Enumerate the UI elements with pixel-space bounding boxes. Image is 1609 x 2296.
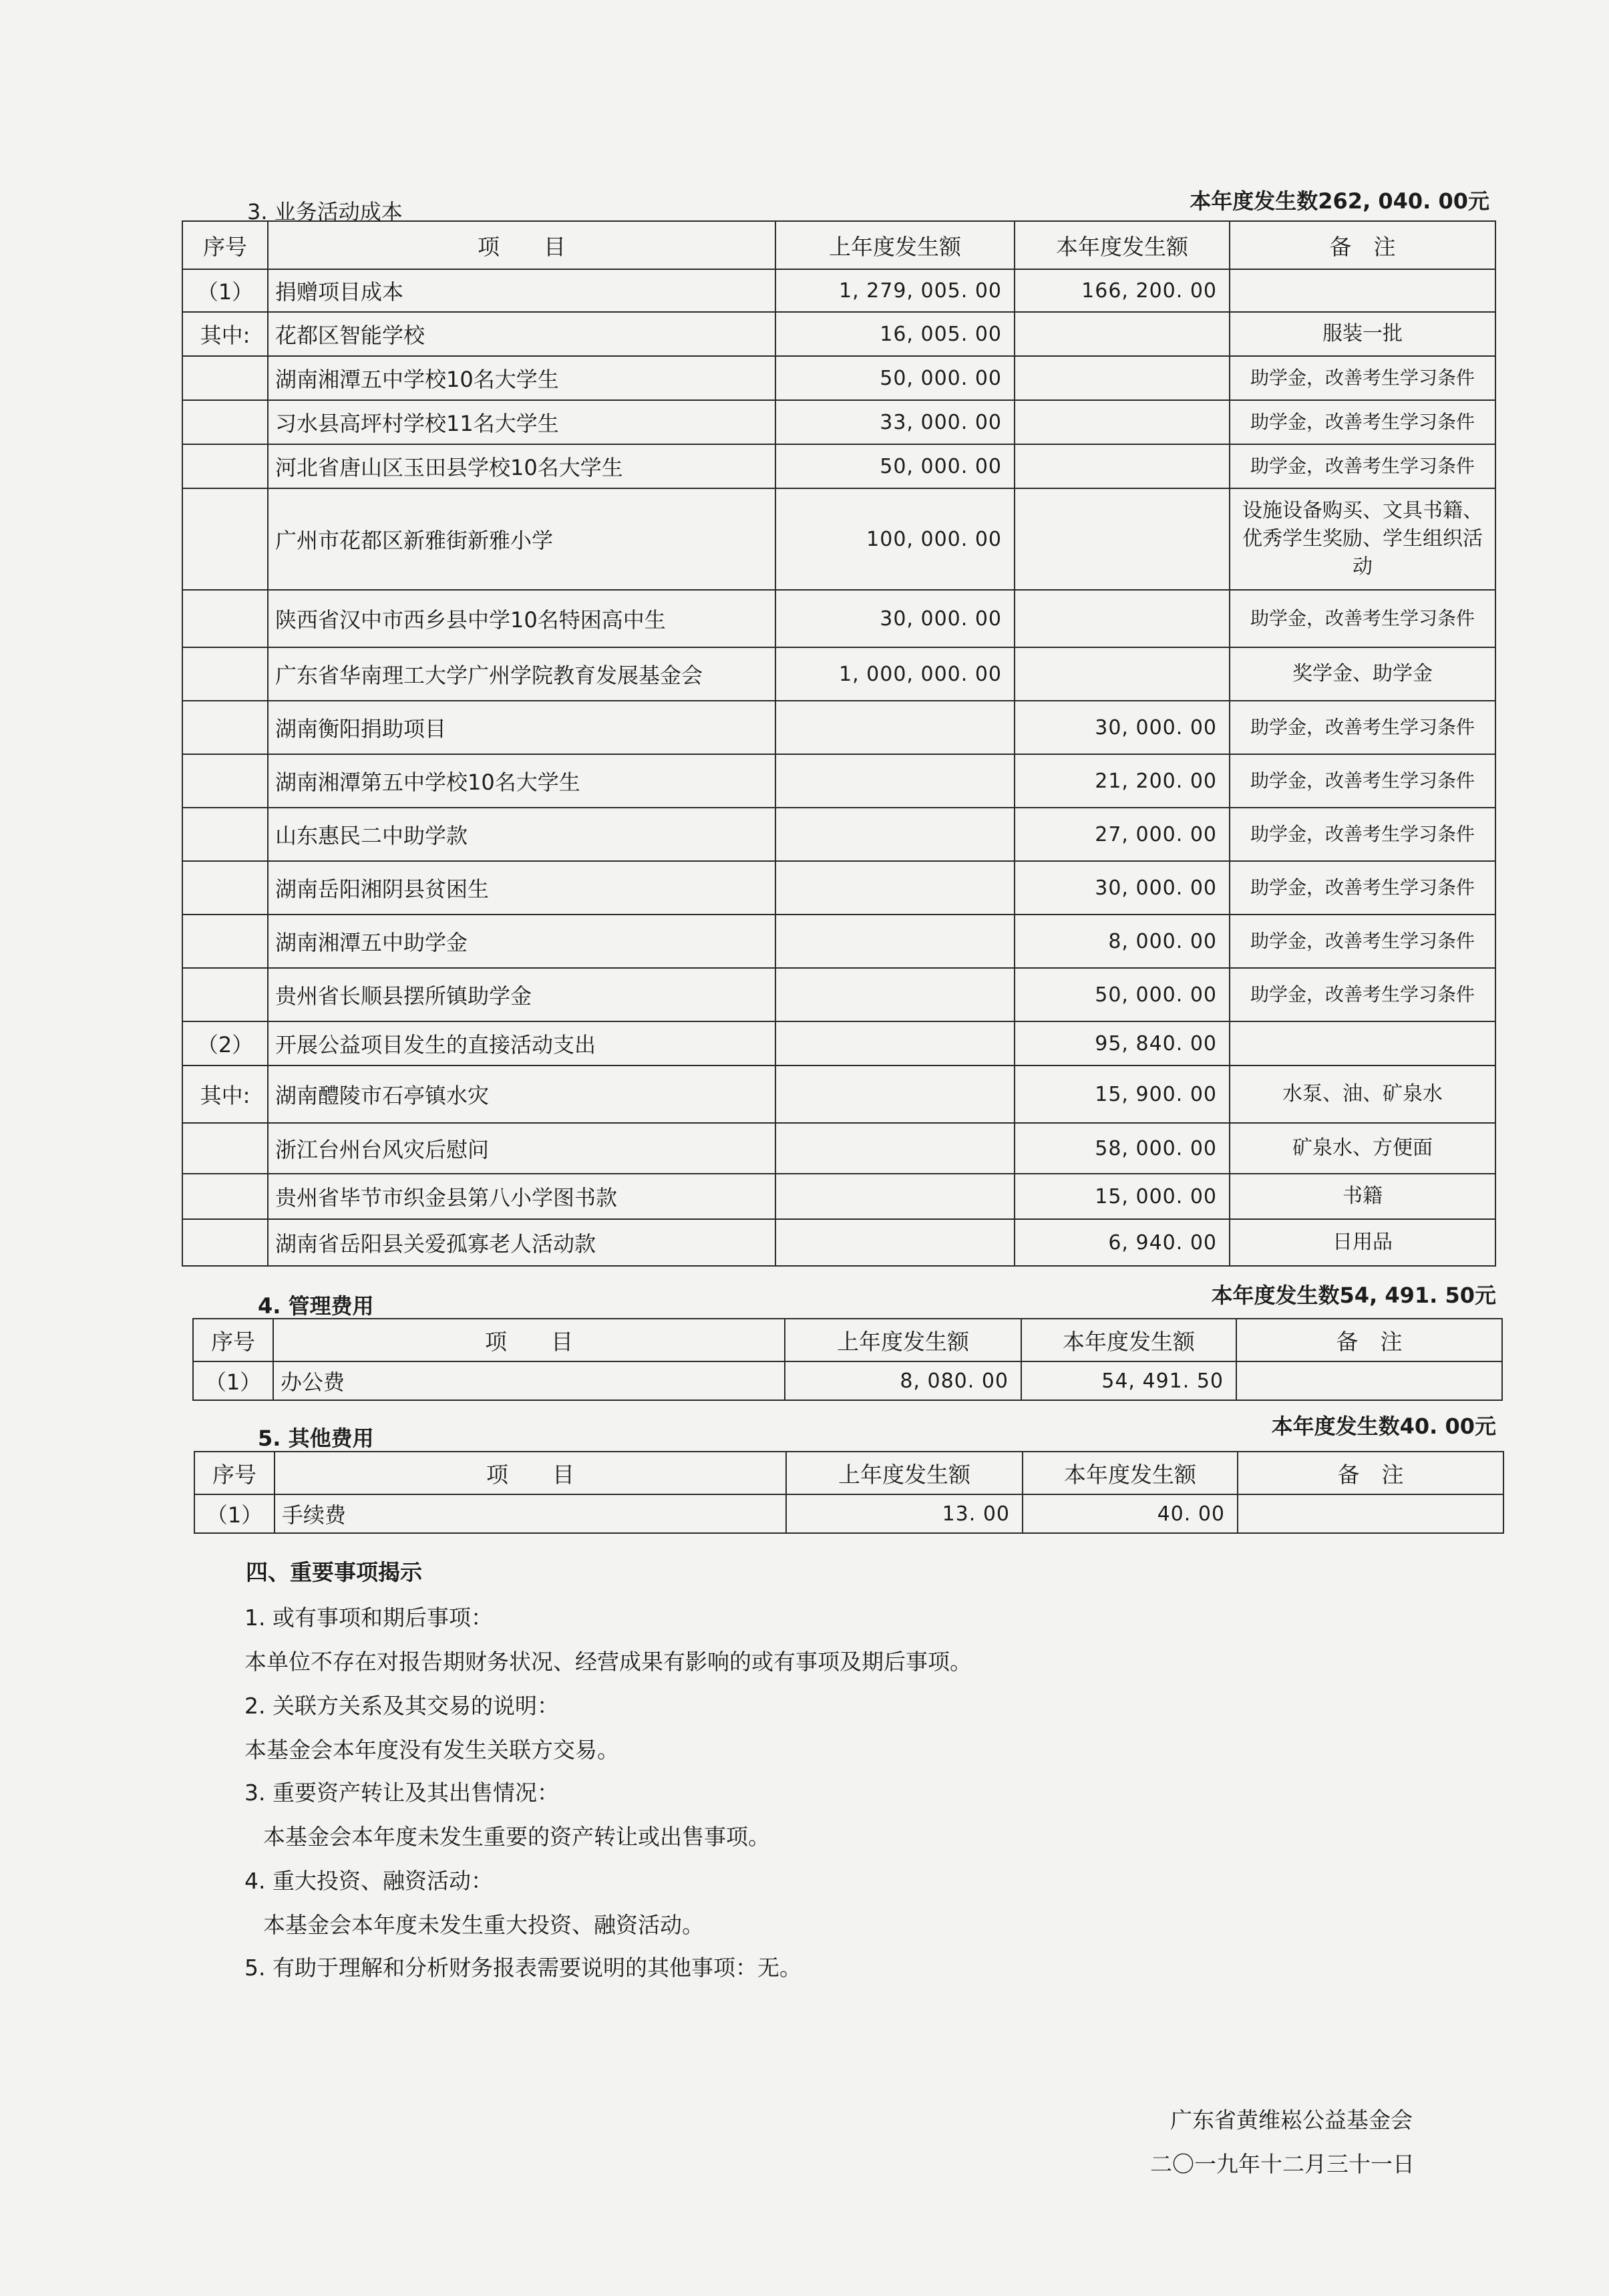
header-prev: 上年度发生额 [775,221,1015,269]
row-prev: 100, 000. 00 [775,488,1015,590]
table-row [182,1219,1495,1266]
row-prev: 50, 000. 00 [775,444,1015,488]
table-header-row [194,1452,1503,1494]
row-curr: 95, 840. 00 [1015,1021,1230,1065]
row-note: 矿泉水、方便面 [1230,1123,1495,1174]
table-row [182,861,1495,915]
row-prev [775,754,1015,808]
row-note: 助学金，改善考生学习条件 [1230,808,1495,861]
row-note: 助学金，改善考生学习条件 [1230,444,1495,488]
row-seq: （1） [193,1361,273,1400]
row-prev: 1, 279, 005. 00 [775,269,1015,312]
section4-title: 4. 管理费用 [258,1293,374,1319]
row-note: 水泵、油、矿泉水 [1230,1065,1495,1123]
row-item: 习水县高坪村学校11名大学生 [268,400,775,444]
matter-title-1: 1. 或有事项和期后事项： [244,1605,493,1631]
row-curr: 27, 000. 00 [1015,808,1230,861]
management-cost-table [192,1318,1503,1401]
row-seq: （2） [182,1021,268,1065]
row-note: 助学金，改善考生学习条件 [1230,701,1495,754]
row-item: 捐赠项目成本 [268,269,775,312]
row-item: 广东省华南理工大学广州学院教育发展基金会 [268,647,775,701]
row-curr: 8, 000. 00 [1015,915,1230,968]
row-seq [182,808,268,861]
table-row [182,1123,1495,1174]
row-item: 广州市花都区新雅街新雅小学 [268,488,775,590]
row-seq [182,400,268,444]
row-item: 河北省唐山区玉田县学校10名大学生 [268,444,775,488]
row-curr [1015,444,1230,488]
row-curr: 6, 940. 00 [1015,1219,1230,1266]
row-note [1230,1021,1495,1065]
row-note: 书籍 [1230,1174,1495,1219]
row-note: 助学金，改善考生学习条件 [1230,754,1495,808]
header-prev: 上年度发生额 [786,1452,1023,1494]
matter-text-1: 本单位不存在对报告期财务状况、经营成果有影响的或有事项及期后事项。 [244,1649,972,1675]
table-row [182,356,1495,400]
row-prev: 33, 000. 00 [775,400,1015,444]
row-seq: 其中: [182,312,268,356]
row-prev [775,861,1015,915]
row-note: 设施设备购买、文具书籍、优秀学生奖励、学生组织活动 [1230,488,1495,590]
header-curr: 本年度发生额 [1015,221,1230,269]
table-row [182,647,1495,701]
row-seq [182,1123,268,1174]
row-curr [1015,647,1230,701]
row-note: 助学金，改善考生学习条件 [1230,356,1495,400]
header-note: 备 注 [1230,221,1495,269]
row-prev: 30, 000. 00 [775,590,1015,647]
row-curr: 30, 000. 00 [1015,861,1230,915]
row-prev [775,701,1015,754]
row-curr: 50, 000. 00 [1015,968,1230,1021]
row-item: 贵州省长顺县摆所镇助学金 [268,968,775,1021]
table-row [182,400,1495,444]
row-seq: （1） [182,269,268,312]
row-prev [775,915,1015,968]
row-note: 日用品 [1230,1219,1495,1266]
row-curr: 166, 200. 00 [1015,269,1230,312]
table-row [182,808,1495,861]
row-curr: 54, 491. 50 [1021,1361,1236,1400]
row-prev: 13. 00 [786,1494,1023,1533]
row-item: 办公费 [273,1361,785,1400]
section4-total: 本年度发生数54, 491. 50元 [1211,1283,1496,1308]
row-seq [182,754,268,808]
row-seq: （1） [194,1494,275,1533]
row-curr [1015,400,1230,444]
row-item: 湖南岳阳湘阴县贫困生 [268,861,775,915]
table-row [182,968,1495,1021]
row-seq [182,1219,268,1266]
row-note: 服装一批 [1230,312,1495,356]
row-item: 湖南湘潭五中学校10名大学生 [268,356,775,400]
row-item: 花都区智能学校 [268,312,775,356]
matter-title-4: 4. 重大投资、融资活动： [244,1868,493,1894]
row-note: 助学金，改善考生学习条件 [1230,590,1495,647]
matter-title-2: 2. 关联方关系及其交易的说明： [244,1693,559,1719]
row-curr: 30, 000. 00 [1015,701,1230,754]
table-row [193,1361,1502,1400]
row-curr [1015,488,1230,590]
row-curr: 21, 200. 00 [1015,754,1230,808]
row-item: 山东惠民二中助学款 [268,808,775,861]
row-prev: 1, 000, 000. 00 [775,647,1015,701]
header-item: 项 目 [275,1452,786,1494]
row-item: 开展公益项目发生的直接活动支出 [268,1021,775,1065]
table-row [182,754,1495,808]
row-seq: 其中: [182,1065,268,1123]
row-prev [775,968,1015,1021]
section3-title: 3. 业务活动成本 [247,199,403,224]
table-header-row [182,221,1495,269]
row-seq [182,1174,268,1219]
table-row [182,915,1495,968]
row-note: 奖学金、助学金 [1230,647,1495,701]
row-curr: 15, 900. 00 [1015,1065,1230,1123]
row-curr: 58, 000. 00 [1015,1123,1230,1174]
table-row [182,1174,1495,1219]
table-row [182,312,1495,356]
business-cost-table [182,220,1496,1267]
header-curr: 本年度发生额 [1021,1319,1236,1361]
row-item: 陕西省汉中市西乡县中学10名特困高中生 [268,590,775,647]
row-prev: 16, 005. 00 [775,312,1015,356]
row-note [1230,269,1495,312]
row-note [1236,1361,1502,1400]
matter-text-4: 本基金会本年度未发生重大投资、融资活动。 [263,1912,704,1938]
table-header-row [193,1319,1502,1361]
header-item: 项 目 [268,221,775,269]
row-note: 助学金，改善考生学习条件 [1230,400,1495,444]
important-matters-heading: 四、重要事项揭示 [246,1559,422,1585]
matter-text-3: 本基金会本年度未发生重要的资产转让或出售事项。 [263,1824,770,1850]
table-row [182,1065,1495,1123]
table-row [182,1021,1495,1065]
header-curr: 本年度发生额 [1023,1452,1238,1494]
row-item: 湖南衡阳捐助项目 [268,701,775,754]
row-prev [775,1123,1015,1174]
table-row [182,701,1495,754]
row-prev: 50, 000. 00 [775,356,1015,400]
row-seq [182,647,268,701]
row-prev [775,808,1015,861]
row-prev [775,1219,1015,1266]
table-row [194,1494,1503,1533]
section5-total: 本年度发生数40. 00元 [1271,1414,1496,1439]
row-item: 手续费 [275,1494,786,1533]
row-item: 贵州省毕节市织金县第八小学图书款 [268,1174,775,1219]
row-note: 助学金，改善考生学习条件 [1230,968,1495,1021]
matter-title-3: 3. 重要资产转让及其出售情况： [244,1780,559,1806]
row-item: 湖南省岳阳县关爱孤寡老人活动款 [268,1219,775,1266]
row-seq [182,356,268,400]
row-seq [182,968,268,1021]
table-row [182,590,1495,647]
signature-org: 广东省黄维崧公益基金会 [1170,2107,1413,2133]
row-seq [182,488,268,590]
table-row [182,488,1495,590]
row-item: 湖南醴陵市石亭镇水灾 [268,1065,775,1123]
row-curr: 15, 000. 00 [1015,1174,1230,1219]
row-item: 浙江台州台风灾后慰问 [268,1123,775,1174]
row-curr: 40. 00 [1023,1494,1238,1533]
header-prev: 上年度发生额 [785,1319,1021,1361]
row-prev [775,1174,1015,1219]
row-seq [182,861,268,915]
row-prev [775,1065,1015,1123]
other-cost-table [194,1451,1504,1534]
row-curr [1015,356,1230,400]
section3-total: 本年度发生数262, 040. 00元 [1190,188,1489,214]
matter-text-2: 本基金会本年度没有发生关联方交易。 [244,1737,619,1763]
row-item: 湖南湘潭五中助学金 [268,915,775,968]
row-prev [775,1021,1015,1065]
row-prev: 8, 080. 00 [785,1361,1021,1400]
row-curr [1015,590,1230,647]
header-note: 备 注 [1236,1319,1502,1361]
header-seq: 序号 [182,221,268,269]
header-item: 项 目 [273,1319,785,1361]
row-note [1238,1494,1503,1533]
row-seq [182,444,268,488]
header-seq: 序号 [193,1319,273,1361]
signature-date: 二〇一九年十二月三十一日 [1150,2151,1415,2177]
header-note: 备 注 [1238,1452,1503,1494]
matter-title-5: 5. 有助于理解和分析财务报表需要说明的其他事项：无。 [244,1955,801,1981]
row-seq [182,590,268,647]
section5-title: 5. 其他费用 [258,1426,374,1451]
row-note: 助学金，改善考生学习条件 [1230,915,1495,968]
header-seq: 序号 [194,1452,275,1494]
table-row [182,444,1495,488]
row-curr [1015,312,1230,356]
row-note: 助学金，改善考生学习条件 [1230,861,1495,915]
row-item: 湖南湘潭第五中学校10名大学生 [268,754,775,808]
table-row [182,269,1495,312]
row-seq [182,701,268,754]
row-seq [182,915,268,968]
